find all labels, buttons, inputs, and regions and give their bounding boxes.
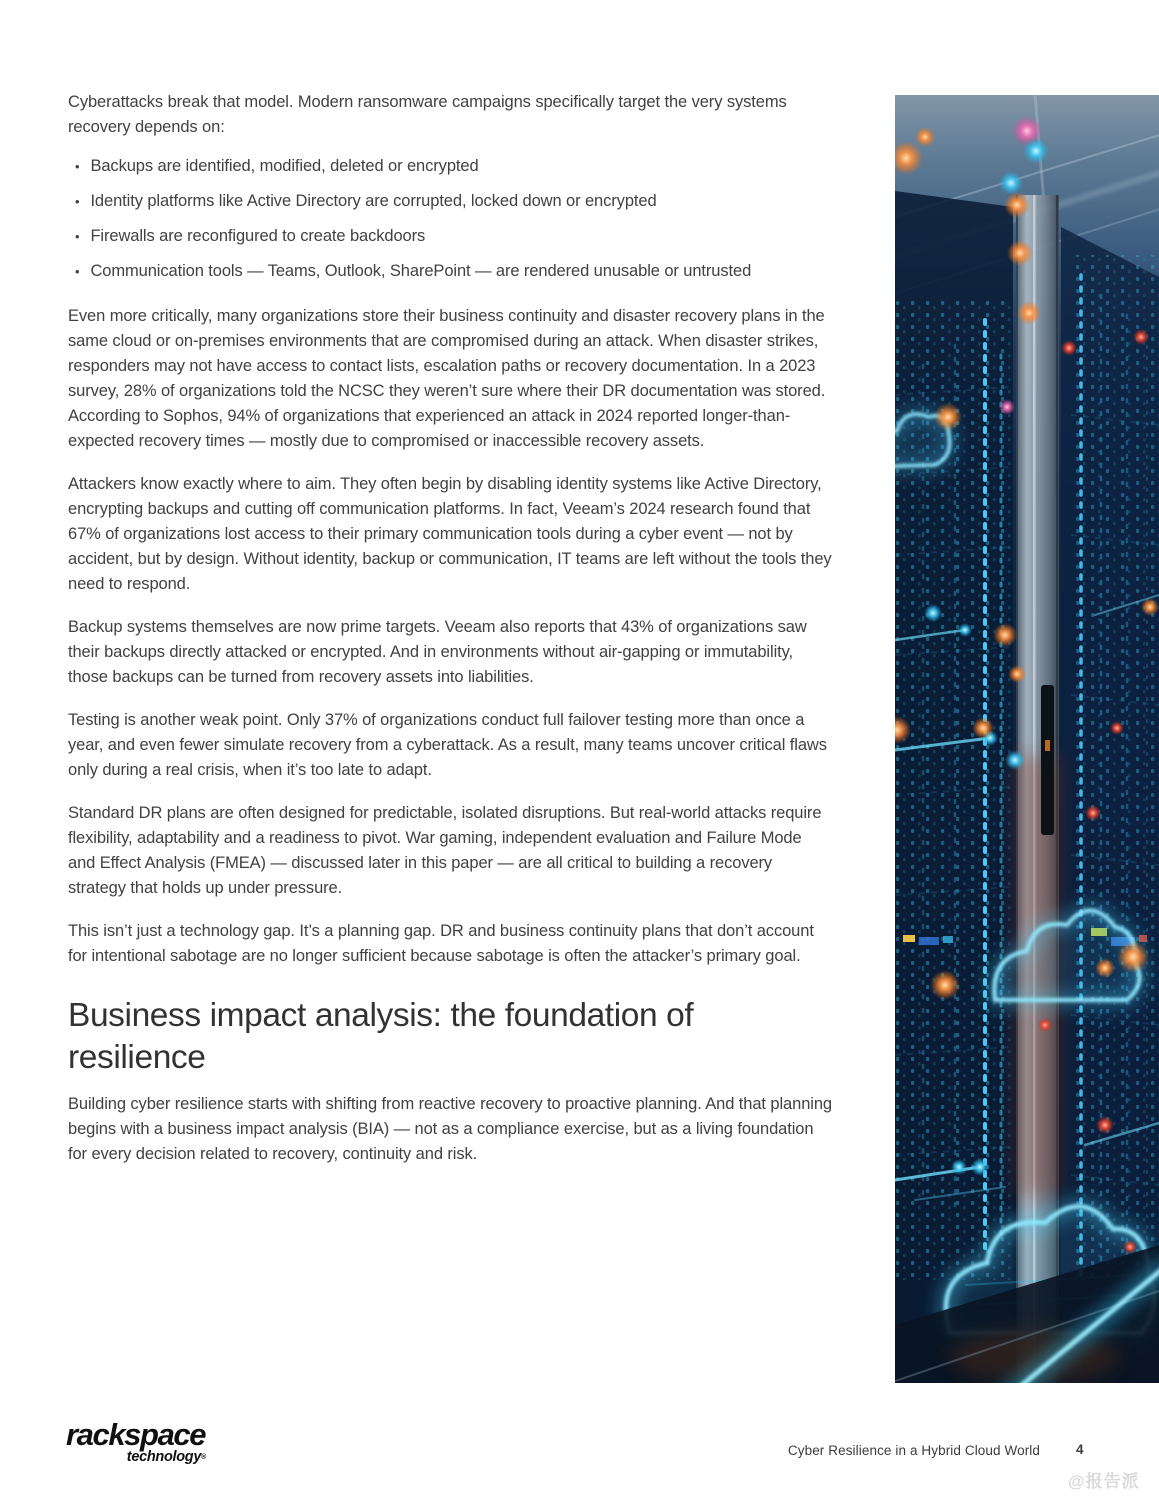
door-pillar <box>1013 195 1061 1383</box>
list-item <box>68 189 832 214</box>
list-item <box>68 259 832 284</box>
impact-list <box>68 154 832 284</box>
body-paragraph: Attackers know exactly where to aim. They often begin by disabling identity systems like Active Directory, encrypting backups and cutting off communication platforms. In fact, Veeam’s 2024 research found that 67% of organizations lost access to their primary communication tools during a cyber event — not by accident, but by design. Without identity, backup or communication, IT teams are left without the tools they need to respond. <box>68 475 832 593</box>
section-intro-paragraph: Building cyber resilience starts with shifting from reactive recovery to proactive planning. And that planning begins with a business impact analysis (BIA) — not as a compliance exercise, but as a living foundation for every decision related to recovery, continuity and risk. <box>68 1095 832 1163</box>
body-paragraph: This isn’t just a technology gap. It’s a planning gap. DR and business continuity plans that don’t account for intentional sabotage are no longer sufficient because sabotage is often the attacker’s primary goal. <box>68 922 814 965</box>
rackspace-logo <box>66 1419 208 1465</box>
rackspace-logo-subtext: technology® <box>126 1449 206 1465</box>
list-item-text: Backups are identified, modified, deleted or encrypted <box>90 157 479 175</box>
intro-paragraph: Cyberattacks break that model. Modern ransomware campaigns specifically target the very systems recovery depends on: <box>68 93 787 136</box>
bullet-icon: • <box>75 159 80 174</box>
rackspace-logo-wordmark: rackspace <box>66 1417 206 1452</box>
bullet-icon: • <box>75 229 80 244</box>
registered-mark: ® <box>201 1454 206 1461</box>
body-paragraph: Standard DR plans are often designed for predictable, isolated disruptions. But real-world attacks require flexibility, adaptability and a readiness to pivot. War gaming, independent evaluation and Failure Mode and Effect Analysis (FMEA) — discussed later in this paper — are all critical to building a recovery strategy that holds up under pressure. <box>68 804 822 897</box>
footer-page-number: 4 <box>1076 1442 1084 1457</box>
server-room-illustration <box>895 95 1159 1383</box>
body-paragraph: Backup systems themselves are now prime targets. Veeam also reports that 43% of organizations saw their backups directly attacked or encrypted. And in environments without air-gapping or immutability, those backups can be turned from recovery assets into liabilities. <box>68 618 807 686</box>
list-item <box>68 154 832 179</box>
body-paragraph: Even more critically, many organizations store their business continuity and disaster recovery plans in the same cloud or on-premises environments that are compromised during an attack. When disaster strikes, responders may not have access to contact lists, escalation paths or recovery documentation. In a 2023 survey, 28% of organizations told the NCSC they weren’t sure where their DR documentation was stored. According to Sophos, 94% of organizations that experienced an attack in 2024 reported longer-than-expected recovery times — mostly due to compromised or inaccessible recovery assets. <box>68 307 826 450</box>
bullet-icon: • <box>75 264 80 279</box>
list-item-text: Communication tools — Teams, Outlook, SharePoint — are rendered unusable or untrusted <box>90 262 752 280</box>
list-item-text: Firewalls are reconfigured to create backdoors <box>90 227 426 245</box>
section-heading: Business impact analysis: the foundation of resilience <box>68 997 694 1076</box>
server-room-photo <box>895 95 1159 1383</box>
footer-doc-title: Cyber Resilience in a Hybrid Cloud World <box>787 1443 1040 1458</box>
list-item <box>68 224 832 249</box>
watermark: @报告派 <box>1068 1472 1140 1491</box>
list-item-text: Identity platforms like Active Directory are corrupted, locked down or encrypted <box>90 192 657 210</box>
body-paragraph: Testing is another weak point. Only 37% of organizations conduct full failover testing more than once a year, and even fewer simulate recovery from a cyberattack. As a result, many teams uncover critical flaws only during a real crisis, when it’s too late to adapt. <box>68 711 827 779</box>
bullet-icon: • <box>75 194 80 209</box>
main-text-column <box>68 90 832 1185</box>
